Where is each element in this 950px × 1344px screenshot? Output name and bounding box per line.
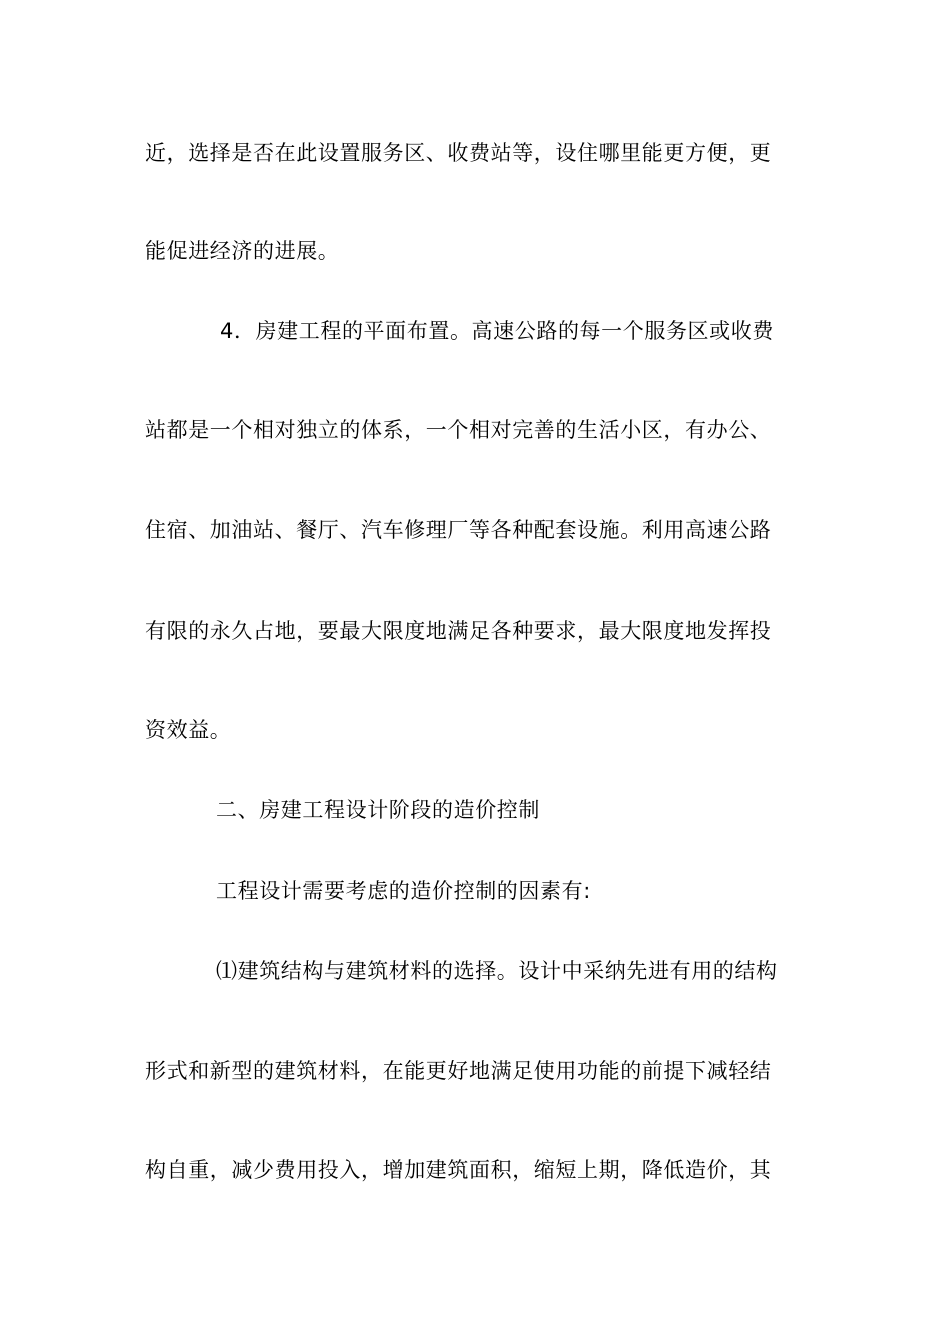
paragraph-line: 4．房建工程的平面布置。高速公路的每一个服务区或收费 xyxy=(220,319,774,343)
paragraph-line: 资效益。 xyxy=(145,718,232,742)
paragraph-line: 住宿、加油站、餐厅、汽车修理厂等各种配套设施。利用高速公路 xyxy=(145,518,772,542)
paragraph-line: 能促进经济的进展。 xyxy=(145,239,340,263)
paragraph-line: 站都是一个相对独立的体系，一个相对完善的生活小区，有办公、 xyxy=(145,418,772,442)
section-heading: 二、房建工程设计阶段的造价控制 xyxy=(216,798,540,822)
paragraph-line: 构自重，减少费用投入，增加建筑面积，缩短上期，降低造价，其 xyxy=(145,1158,772,1182)
paragraph-line: 工程设计需要考虑的造价控制的因素有: xyxy=(216,879,591,903)
paragraph-line: 形式和新型的建筑材料，在能更好地满足使用功能的前提下减轻结 xyxy=(145,1059,772,1083)
paragraph-line: ⑴建筑结构与建筑材料的选择。设计中采纳先进有用的结构 xyxy=(216,959,778,983)
paragraph-line: 近，选择是否在此设置服务区、收费站等，设住哪里能更方便，更 xyxy=(145,141,772,165)
paragraph-line: 有限的永久占地，要最大限度地满足各种要求，最大限度地发挥投 xyxy=(145,619,772,643)
